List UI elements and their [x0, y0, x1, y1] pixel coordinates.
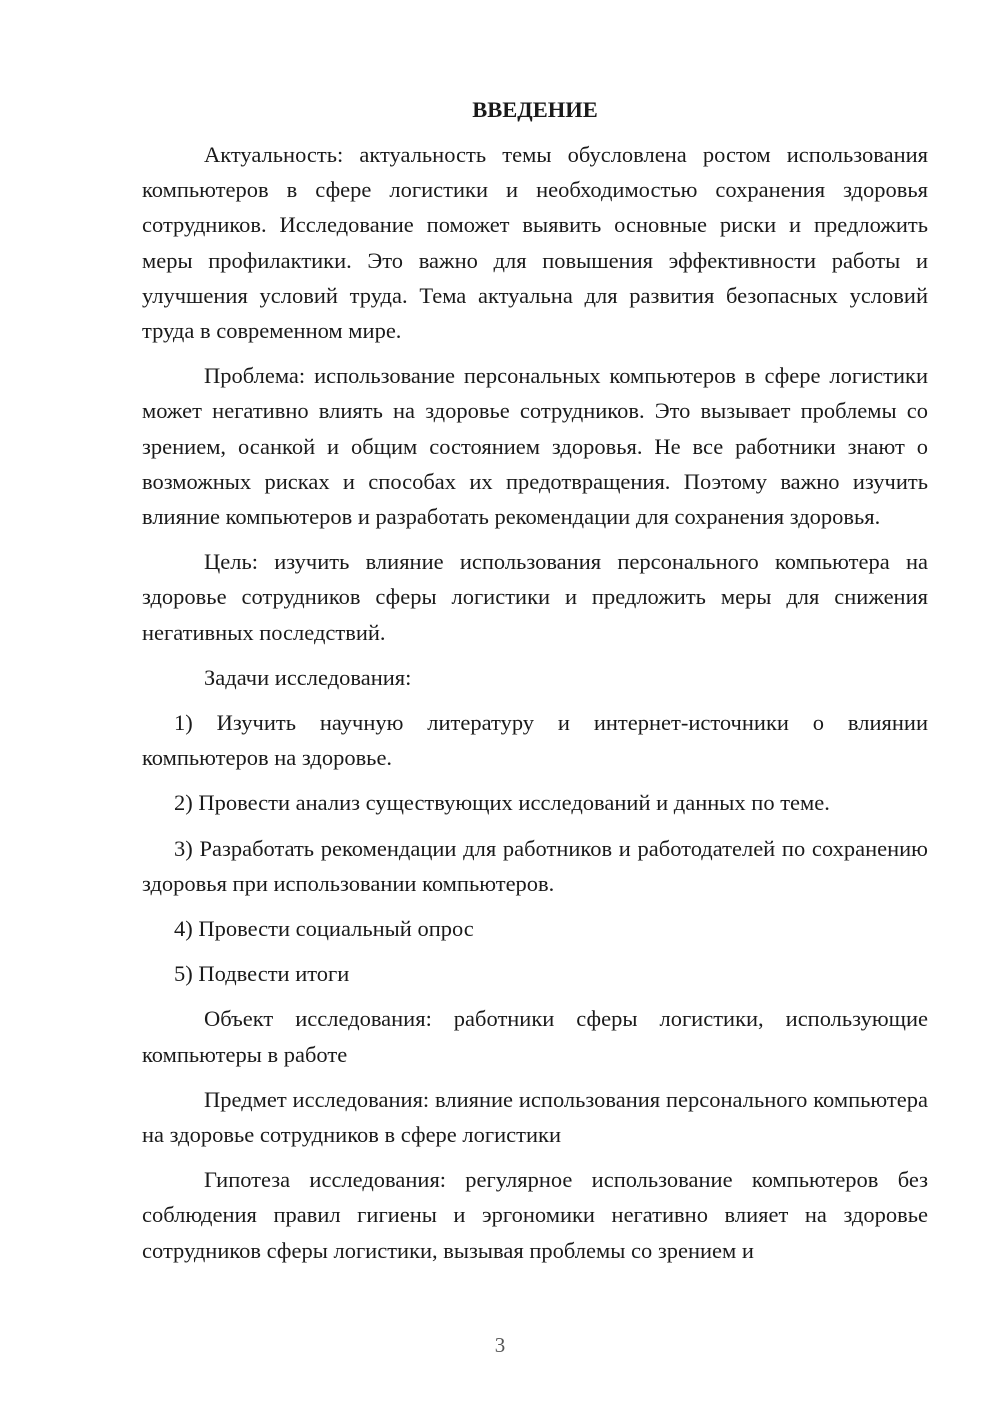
tasks-list [142, 705, 928, 991]
subject-paragraph: Предмет исследования: влияние использования персонального компьютера на здоровье сотрудников в сфере логистики [142, 1086, 928, 1148]
object-paragraph: Объект исследования: работники сферы логистики, использующие компьютеры в работе [142, 1006, 928, 1067]
document-title: ВВЕДЕНИЕ [472, 97, 598, 122]
task-item-3: 3) Разработать рекомендации для работников и работодателей по сохранению здоровья при использовании компьютеров. [142, 835, 928, 896]
page-number: 3 [494, 1333, 506, 1357]
document-page [142, 92, 928, 1278]
hypothesis-paragraph: Гипотеза исследования: регулярное использование компьютеров без соблюдения правил гигиены и эргономики негативно влияет на здоровье сотрудников сферы логистики, вызывая проблемы со зрением и [142, 1167, 928, 1263]
problem-paragraph: Проблема: использование персональных компьютеров в сфере логистики может негативно влиять на здоровье сотрудников. Это вызывает проблемы со зрением, осанкой и общим состоянием здоровья. Не все работники знают о возможных рисках и способах их предотвращения. Поэтому важно изучить влияние компьютеров и разработать рекомендации для сохранения здоровья. [142, 363, 928, 530]
task-item-1: 1) Изучить научную литературу и интернет-источники о влиянии компьютеров на здоровье. [142, 710, 928, 771]
task-item-4: 4) Провести социальный опрос [174, 916, 474, 942]
task-item-5: 5) Подвести итоги [174, 961, 350, 987]
relevance-paragraph: Актуальность: актуальность темы обусловлена ростом использования компьютеров в сфере логистики и необходимостью сохранения здоровья сотрудников. Исследование поможет выявить основные риски и предложить меры профилактики. Это важно для повышения эффективности работы и улучшения условий труда. Тема актуальна для развития безопасных условий труда в современном мире. [142, 142, 928, 344]
goal-paragraph: Цель: изучить влияние использования персонального компьютера на здоровье сотрудников сферы логистики и предложить меры для снижения негативных последствий. [142, 549, 928, 645]
task-item-2: 2) Провести анализ существующих исследований и данных по теме. [174, 790, 830, 816]
tasks-heading: Задачи исследования: [204, 664, 412, 690]
